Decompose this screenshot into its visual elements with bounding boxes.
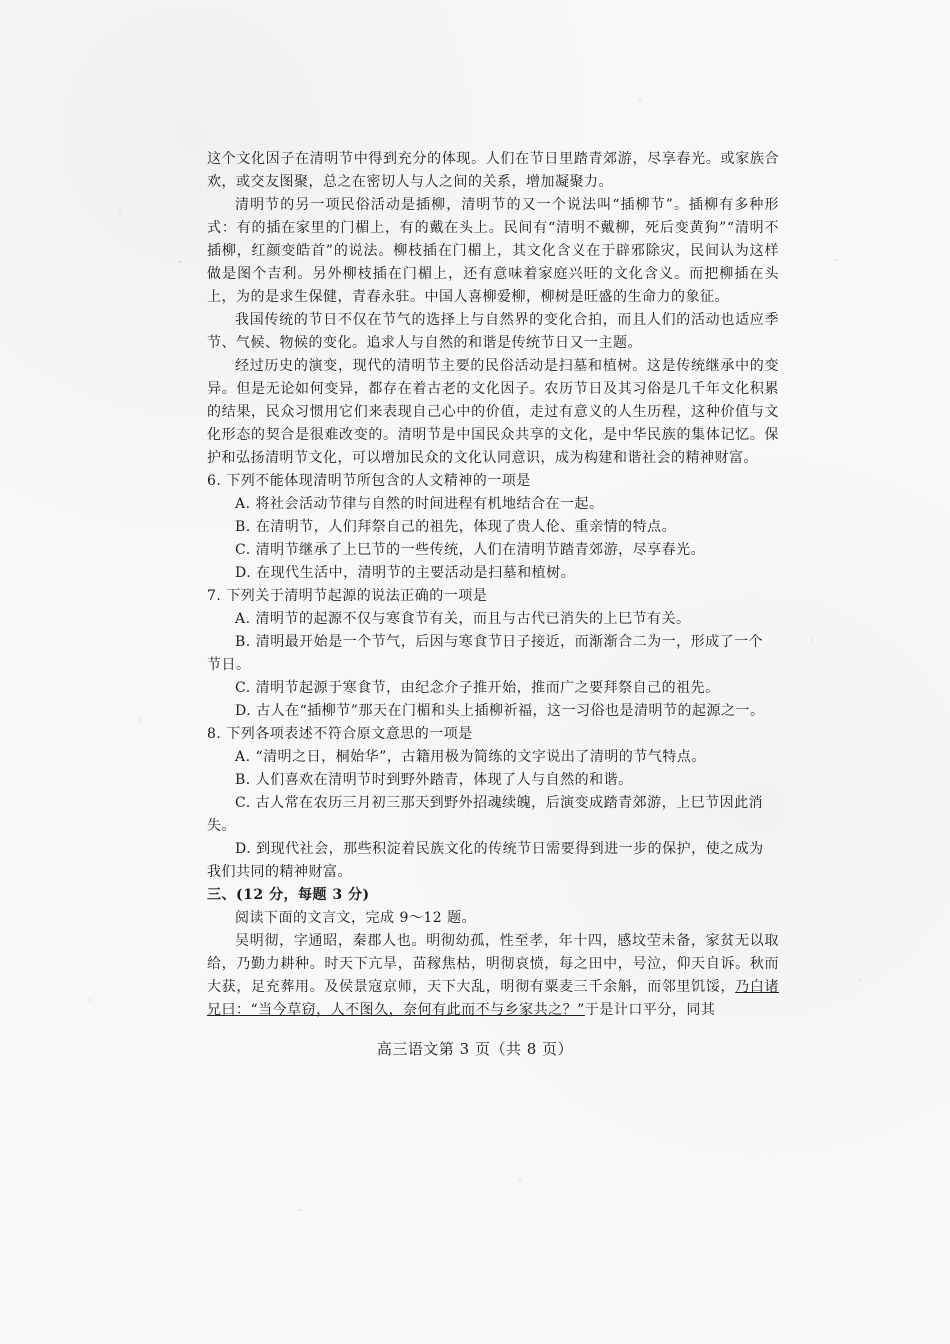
question-7-option-a: A. 清明节的起源不仅与寒食节有关，而且与古代已消失的上巳节有关。: [235, 611, 691, 627]
question-8-option-d-continuation: 我们共同的精神财富。: [207, 864, 352, 880]
question-7-option-b-continuation: 节日。: [207, 657, 251, 673]
classical-text-part-2: 于是计口平分，同其: [584, 1002, 716, 1018]
passage-paragraph-1: 这个文化因子在清明节中得到充分的体现。人们在节日里踏青郊游，尽享春光。或家族合欢，或交友图聚，总之在密切人与人之间的关系，增加凝聚力。: [207, 151, 779, 190]
question-6-option-a: A. 将社会活动节律与自然的时间进程有机地结合在一起。: [235, 496, 604, 512]
question-7-option-d: D. 古人在“插柳节”那天在门楣和头上插柳祈福，这一习俗也是清明节的起源之一。: [235, 703, 765, 719]
classical-text-part-1: 吴明彻，字通昭，秦郡人也。明彻幼孤，性至孝，年十四，感坟茔未备，家贫无以取给，乃勤力耕种。时天下亢旱，苗稼焦枯，明彻哀愤，每之田中，号泣，仰天自诉。秋而大获，足充葬用。及侯景寇京师，天下大乱，明彻有粟麦三千余斛，而邻里饥馁，: [207, 933, 779, 995]
section-3-instruction: 阅读下面的文言文，完成 9～12 题。: [235, 910, 477, 926]
question-8-stem: 8. 下列各项表述不符合原文意思的一项是: [207, 726, 473, 742]
question-8-option-c-continuation: 失。: [207, 818, 236, 834]
question-6-option-d: D. 在现代生活中，清明节的主要活动是扫墓和植树。: [235, 565, 576, 581]
question-7-option-c: C. 清明节起源于寒食节，由纪念介子推开始，推而广之要拜祭自己的祖先。: [235, 680, 720, 696]
question-6-option-b: B. 在清明节，人们拜祭自己的祖先，体现了贵人伦、重亲情的特点。: [235, 519, 677, 535]
question-8-option-a: A. “清明之日，桐始华”，古籍用极为简练的文字说出了清明的节气特点。: [235, 749, 706, 765]
passage-paragraph-2: 清明节的另一项民俗活动是插柳，清明节的又一个说法叫“插柳节”。插柳有多种形式：有的插在家里的门楣上，有的戴在头上。民间有“清明不戴柳，死后变黄狗”“清明不插柳，红颜变皓首”的说法。柳枝插在门楣上，其文化含义在于辟邪除灾，民间认为这样做是图个吉利。另外柳枝插在门楣上，还有意味着家庭兴旺的文化含义。而把柳插在头上，为的是求生保健，青春永驻。中国人喜柳爱柳，柳树是旺盛的生命力的象征。: [207, 197, 779, 305]
passage-paragraph-4: 经过历史的演变，现代的清明节主要的民俗活动是扫墓和植树。这是传统继承中的变异。但是无论如何变异，都存在着古老的文化因子。农历节日及其习俗是几千年文化积累的结果，民众习惯用它们来表现自己心中的价值，走过有意义的人生历程，这种价值与文化形态的契合是很难改变的。清明节是中国民众共享的文化，是中华民族的集体记忆。保护和弘扬清明节文化，可以增加民众的文化认同意识，成为构建和谐社会的精神财富。: [207, 358, 779, 466]
question-6-option-c: C. 清明节继承了上巳节的一些传统，人们在清明节踏青郊游，尽享春光。: [235, 542, 706, 558]
question-8-option-b: B. 人们喜欢在清明节时到野外踏青，体现了人与自然的和谐。: [235, 772, 633, 788]
section-3-heading: 三、(12 分，每题 3 分): [207, 887, 370, 903]
question-8-option-d: D. 到现代社会，那些积淀着民族文化的传统节日需要得到进一步的保护，使之成为: [235, 841, 764, 857]
classical-text-underlined: 乃白诸兄曰：“当今草窃，人不图久，奈何有此而不与乡家共之？”: [207, 979, 779, 1018]
passage-paragraph-3: 我国传统的节日不仅在节气的选择上与自然界的变化合拍，而且人们的活动也适应季节、气候、物候的变化。追求人与自然的和谐是传统节日又一主题。: [207, 312, 779, 351]
question-7-option-b: B. 清明最开始是一个节气，后因与寒食节日子接近，而渐渐合二为一，形成了一个: [235, 634, 764, 650]
question-7-stem: 7. 下列关于清明节起源的说法正确的一项是: [207, 588, 488, 604]
page-footer: 高三语文第 3 页（共 8 页）: [376, 1040, 574, 1058]
page-content: [207, 148, 779, 1022]
question-8-option-c: C. 古人常在农历三月初三那天到野外招魂续魄，后演变成踏青郊游，上巳节因此消: [235, 795, 764, 811]
classical-text: [207, 930, 779, 1022]
question-6-stem: 6. 下列不能体现清明节所包含的人文精神的一项是: [207, 473, 531, 489]
